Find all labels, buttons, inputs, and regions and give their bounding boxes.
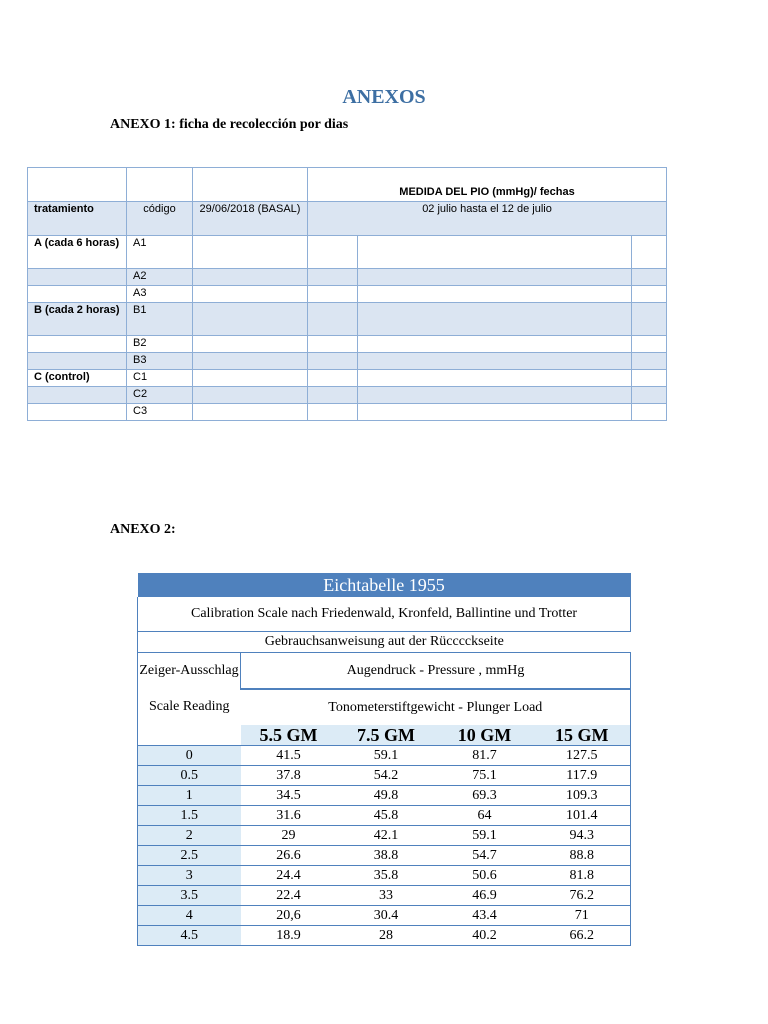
pressure-value: 38.8: [337, 846, 436, 866]
pressure-value: 50.6: [436, 866, 534, 886]
table-row: [138, 746, 631, 766]
weight-header: 15 GM: [534, 725, 631, 746]
pressure-value: 33: [337, 886, 436, 906]
pressure-value: 109.3: [534, 786, 631, 806]
pressure-value: 20,6: [241, 906, 337, 926]
calibration-table: [137, 573, 631, 946]
pressure-value: 117.9: [534, 766, 631, 786]
col-basal: 29/06/2018 (BASAL): [193, 202, 308, 236]
scale-reading-label: Scale Reading: [138, 689, 241, 725]
group-b: B (cada 2 horas): [28, 303, 127, 336]
pressure-value: 26.6: [241, 846, 337, 866]
pressure-value: 40.2: [436, 926, 534, 946]
pressure-value: 54.7: [436, 846, 534, 866]
pressure-value: 37.8: [241, 766, 337, 786]
scale-reading: 4.5: [138, 926, 241, 946]
code-cell: A1: [127, 236, 193, 269]
table-row: [138, 806, 631, 826]
col-codigo: código: [127, 202, 193, 236]
pressure-value: 94.3: [534, 826, 631, 846]
group-a: A (cada 6 horas): [28, 236, 127, 269]
pressure-label: Augendruck - Pressure , mmHg: [241, 653, 631, 690]
table-row: [138, 866, 631, 886]
pressure-value: 127.5: [534, 746, 631, 766]
pressure-value: 24.4: [241, 866, 337, 886]
pressure-value: 31.6: [241, 806, 337, 826]
pressure-value: 88.8: [534, 846, 631, 866]
table-row: [138, 906, 631, 926]
scale-reading: 1: [138, 786, 241, 806]
table-row: [138, 846, 631, 866]
weight-header: 7.5 GM: [337, 725, 436, 746]
pressure-value: 34.5: [241, 786, 337, 806]
pressure-value: 30.4: [337, 906, 436, 926]
code-cell: C2: [127, 387, 193, 404]
pressure-value: 59.1: [436, 826, 534, 846]
weight-header: 5.5 GM: [241, 725, 337, 746]
pressure-value: 81.7: [436, 746, 534, 766]
pressure-value: 76.2: [534, 886, 631, 906]
pressure-value: 35.8: [337, 866, 436, 886]
pressure-value: 59.1: [337, 746, 436, 766]
code-cell: A2: [127, 269, 193, 286]
code-cell: C1: [127, 370, 193, 387]
code-cell: B2: [127, 336, 193, 353]
scale-reading: 1.5: [138, 806, 241, 826]
scale-reading: 0: [138, 746, 241, 766]
pressure-value: 64: [436, 806, 534, 826]
weight-header: 10 GM: [436, 725, 534, 746]
col-fechas: 02 julio hasta el 12 de julio: [308, 202, 667, 236]
code-cell: B3: [127, 353, 193, 370]
header-medida-pio: MEDIDA DEL PIO (mmHg)/ fechas: [308, 168, 667, 202]
code-cell: A3: [127, 286, 193, 303]
pressure-value: 43.4: [436, 906, 534, 926]
pressure-value: 54.2: [337, 766, 436, 786]
pressure-value: 45.8: [337, 806, 436, 826]
group-c: C (control): [28, 370, 127, 387]
col-tratamiento: tratamiento: [28, 202, 127, 236]
annex2-heading: ANEXO 2:: [110, 522, 176, 537]
zeiger-ausschlag-label: Zeiger-Ausschlag: [138, 653, 241, 690]
scale-reading: 0.5: [138, 766, 241, 786]
pressure-value: 18.9: [241, 926, 337, 946]
table-row: [138, 926, 631, 946]
table-row: [138, 826, 631, 846]
pressure-value: 42.1: [337, 826, 436, 846]
table-row: [138, 886, 631, 906]
pressure-value: 22.4: [241, 886, 337, 906]
pressure-value: 101.4: [534, 806, 631, 826]
pressure-value: 29: [241, 826, 337, 846]
pressure-value: 49.8: [337, 786, 436, 806]
scale-reading: 3.5: [138, 886, 241, 906]
scale-reading: 4: [138, 906, 241, 926]
collection-table: [27, 167, 667, 421]
table-row: [138, 786, 631, 806]
pressure-value: 75.1: [436, 766, 534, 786]
calibration-scale-title: Calibration Scale nach Friedenwald, Kronfeld, Ballintine und Trotter: [138, 597, 631, 632]
scale-reading: 2: [138, 826, 241, 846]
annex1-heading: ANEXO 1: ficha de recolección por dias: [110, 117, 349, 132]
pressure-value: 69.3: [436, 786, 534, 806]
pressure-value: 81.8: [534, 866, 631, 886]
pressure-value: 28: [337, 926, 436, 946]
pressure-value: 46.9: [436, 886, 534, 906]
code-cell: C3: [127, 404, 193, 421]
page-title: ANEXOS: [342, 86, 426, 108]
plunger-load-label: Tonometerstiftgewicht - Plunger Load: [241, 689, 631, 725]
pressure-value: 66.2: [534, 926, 631, 946]
table-caption: Eichtabelle 1955: [138, 573, 631, 597]
scale-reading: 2.5: [138, 846, 241, 866]
usage-note: Gebrauchsanweisung aut der Rücccckseite: [138, 632, 631, 653]
scale-reading: 3: [138, 866, 241, 886]
code-cell: B1: [127, 303, 193, 336]
pressure-value: 41.5: [241, 746, 337, 766]
pressure-value: 71: [534, 906, 631, 926]
table-row: [138, 766, 631, 786]
